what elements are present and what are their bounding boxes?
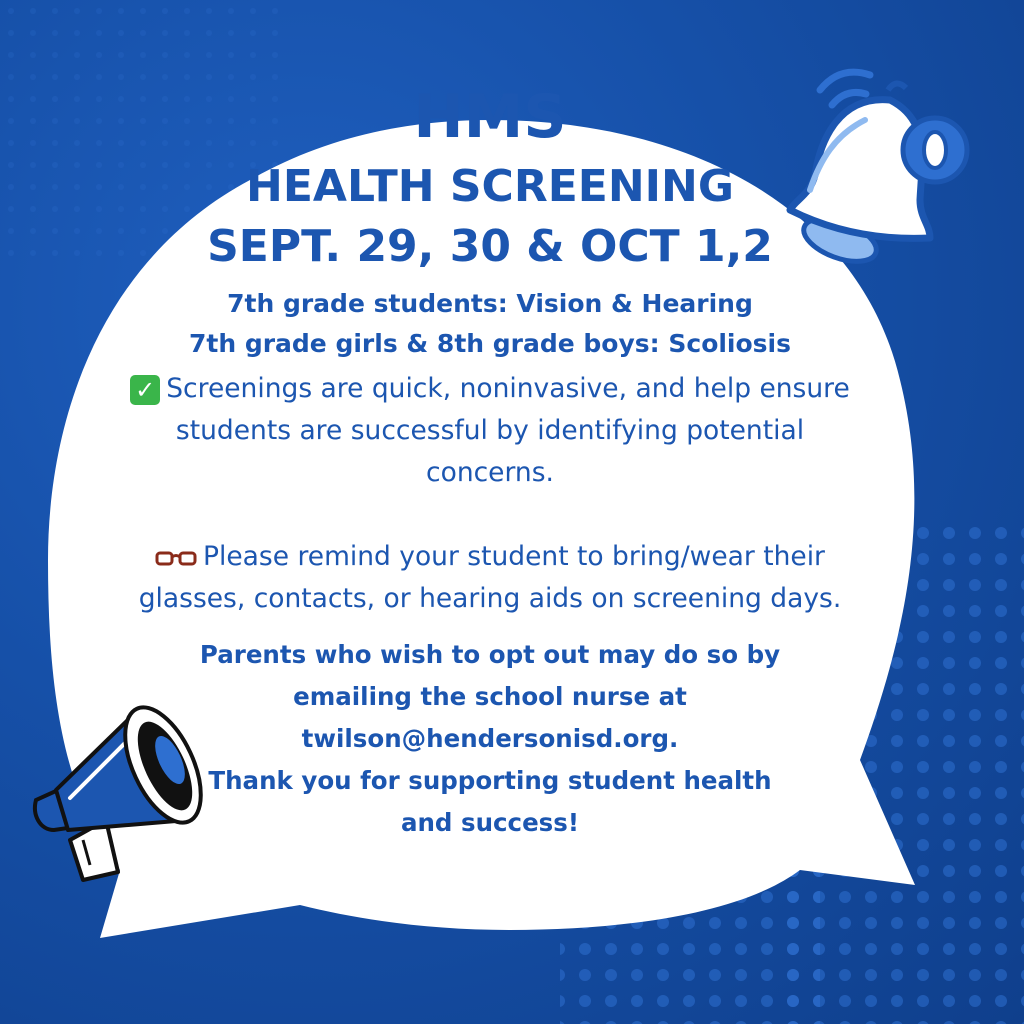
check-mark-icon: ✓ (130, 375, 160, 405)
thank-you-line: and success! (400, 808, 580, 837)
nurse-email: twilson@hendersonisd.org. (301, 724, 679, 753)
grade-line-scoliosis: 7th grade girls & 8th grade boys: Scoliosis (188, 329, 792, 358)
page-subtitle: HEALTH SCREENING (246, 161, 734, 212)
screening-info-line: students are successful by identifying potential (175, 415, 805, 446)
glasses-reminder-line (60, 536, 920, 578)
glasses-icon (155, 547, 197, 569)
screening-info (60, 368, 920, 494)
thank-you-line: Thank you for supporting student health (208, 766, 772, 795)
flyer-text (60, 80, 920, 844)
optout-line: Parents who wish to opt out may do so by (199, 640, 781, 669)
screening-info-line: concerns. (426, 457, 554, 488)
glasses-reminder-text: Please remind your student to bring/wear their (203, 541, 825, 572)
screening-dates: SEPT. 29, 30 & OCT 1,2 (207, 221, 773, 272)
glasses-reminder (60, 536, 920, 620)
optout-line: emailing the school nurse at (293, 682, 687, 711)
glasses-reminder-line: glasses, contacts, or hearing aids on screening days. (138, 583, 842, 614)
page-title: HMS (413, 82, 567, 152)
screening-info-text: Screenings are quick, noninvasive, and help ensure (166, 373, 850, 404)
screening-info-line (60, 368, 920, 410)
grade-line-vision-hearing: 7th grade students: Vision & Hearing (227, 289, 753, 318)
